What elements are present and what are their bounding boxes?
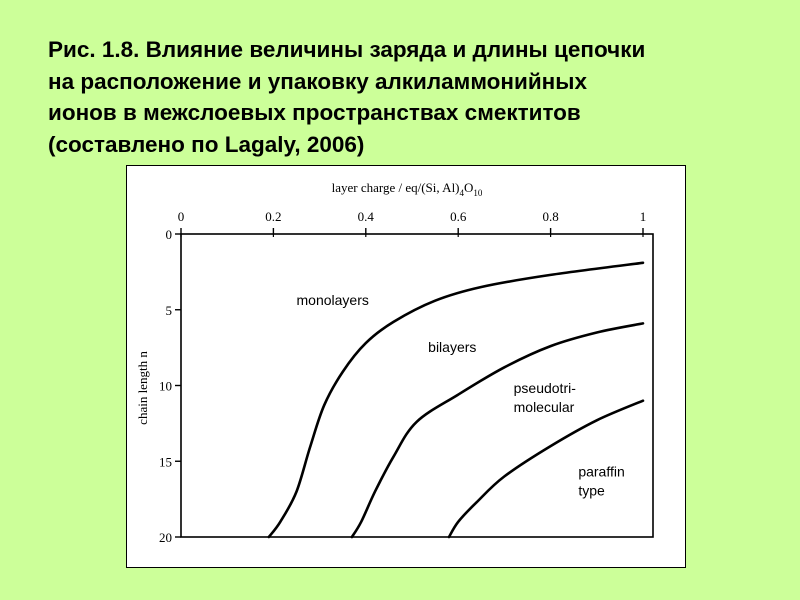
region-label-bilayers: bilayers (428, 339, 477, 356)
slide-title-line: Рис. 1.8. Влияние величины заряда и длины цепочки (48, 37, 646, 62)
x-tick-label: 0 (177, 209, 185, 224)
region-label-monolayers: monolayers (296, 292, 369, 309)
y-axis-label: chain length n (135, 351, 150, 425)
y-tick-label: 10 (159, 378, 172, 394)
y-tick-label: 5 (165, 302, 172, 318)
x-tick-label: 1 (639, 209, 647, 224)
slide-title-line: (составлено по Lagaly, 2006) (48, 131, 365, 157)
slide-title-line: на расположение и упаковку алкиламмонийных (48, 68, 587, 94)
boundary-curve-2 (352, 323, 643, 537)
figure-panel (126, 165, 686, 568)
x-tick-label: 0.4 (357, 209, 374, 224)
slide-title-line: ионов в межслоевых пространствах смектитов (48, 100, 581, 125)
x-tick-label: 0.8 (542, 209, 559, 224)
region-label-paraffin: paraffin type (578, 463, 625, 499)
y-tick-label: 20 (159, 530, 172, 545)
x-tick-label: 0.6 (450, 209, 467, 224)
y-tick-label: 15 (159, 454, 172, 470)
y-tick-label: 0 (165, 227, 172, 242)
slide-title (48, 34, 778, 160)
region-label-pseudotri: pseudotri-molecular (513, 380, 576, 416)
x-tick-label: 0.2 (265, 209, 282, 224)
phase-diagram-chart (127, 166, 685, 567)
x-axis-label: layer charge / eq/(Si, $Al)_4O_{10}$ (331, 180, 483, 198)
